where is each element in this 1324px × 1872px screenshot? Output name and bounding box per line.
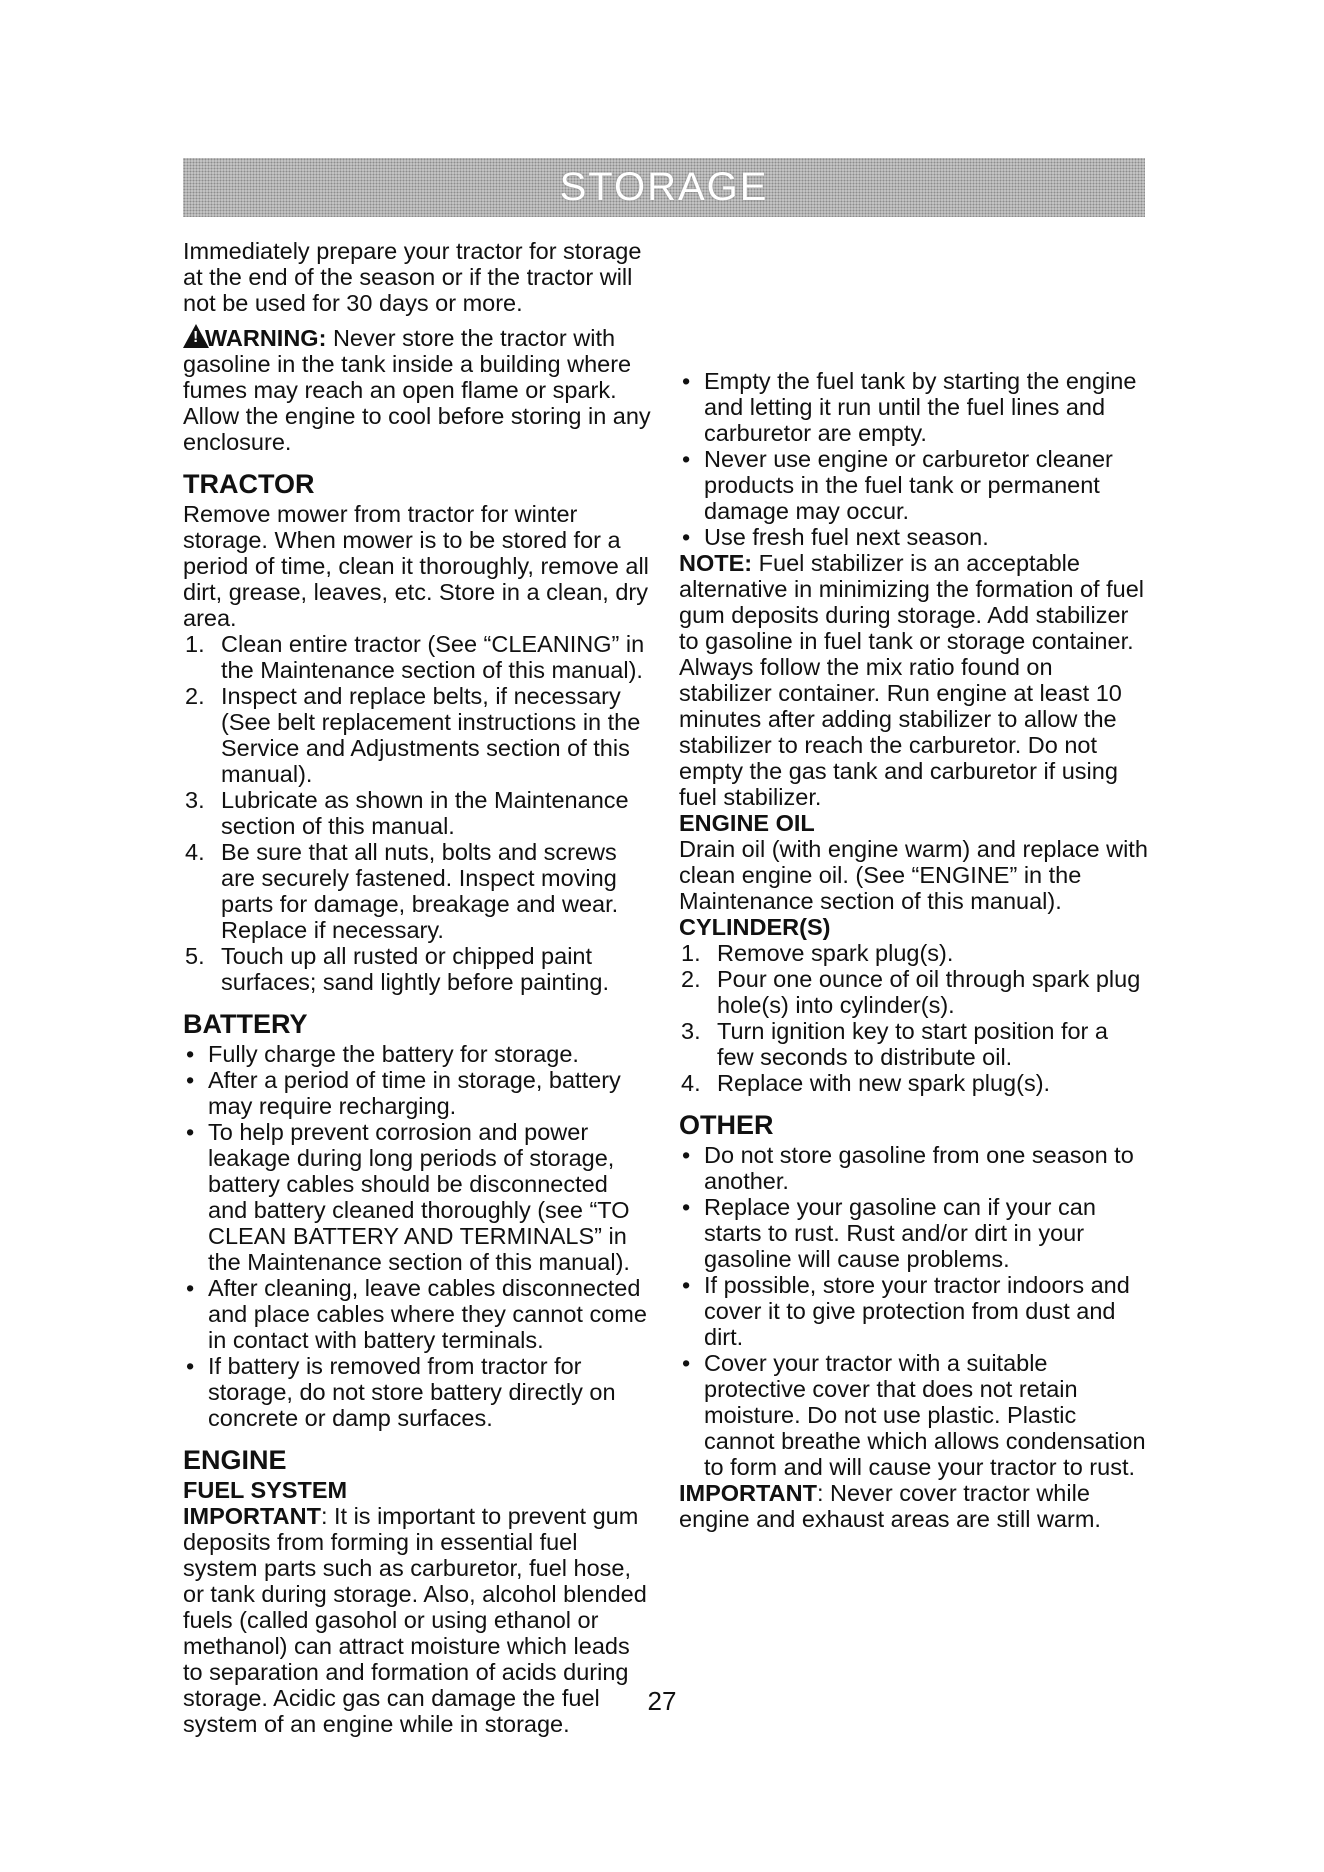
section-banner — [183, 158, 1145, 217]
list-item: 5. Touch up all rusted or chipped paint surfaces; sand lightly before painting. — [185, 943, 609, 995]
warning-triangle-icon — [183, 324, 209, 348]
list-item: 2. Pour one ounce of oil through spark plug hole(s) into cylinder(s). — [681, 966, 1141, 1018]
list-item: • Do not store gasoline from one season to another. — [682, 1142, 1134, 1194]
list-item: 3. Lubricate as shown in the Maintenance section of this manual. — [185, 787, 629, 839]
fuel-important-paragraph: IMPORTANT: It is important to prevent gum deposits from forming in essential fuel system parts such as carburetor, fuel hose, or tank during storage. Also, alcohol blended fuels (called gasohol or using ethanol or methanol) can attract moisture which leads to separation and formation of acids during storage. Acidic gas can damage the fuel system of an engine while in storage. — [183, 1503, 647, 1737]
list-item: • If battery is removed from tractor for storage, do not store battery directly on concrete or damp surfaces. — [186, 1353, 616, 1431]
list-item: • Empty the fuel tank by starting the engine and letting it run until the fuel lines and carburetor are empty. — [682, 368, 1137, 446]
list-item: • After a period of time in storage, battery may require recharging. — [186, 1067, 621, 1119]
note-paragraph: NOTE: Fuel stabilizer is an acceptable alternative in minimizing the formation of fuel gum deposits during storage. Add stabilizer to gasoline in fuel tank or storage container. Always follow the mix ratio found on stabilizer container. Run engine at least 10 minutes after adding stabilizer to allow the stabilizer to reach the carburetor. Do not empty the gas tank and carburetor if using fuel stabilizer. — [679, 550, 1144, 810]
cylinders-heading: CYLINDER(S) — [679, 914, 831, 940]
engine-heading: ENGINE — [183, 1445, 287, 1475]
other-bullets — [679, 1142, 1149, 1480]
list-item: • Use fresh fuel next season. — [682, 524, 989, 550]
tractor-paragraph: Remove mower from tractor for winter storage. When mower is to be stored for a period of time, clean it thoroughly, remove all dirt, grease, leaves, etc. Store in a clean, dry area. — [183, 501, 649, 631]
engine-oil-paragraph: Drain oil (with engine warm) and replace with clean engine oil. (See “ENGINE” in the Maintenance section of this manual). — [679, 836, 1148, 914]
tractor-steps — [183, 631, 653, 995]
other-heading: OTHER — [679, 1110, 774, 1140]
list-item: 3. Turn ignition key to start position for a few seconds to distribute oil. — [681, 1018, 1108, 1070]
battery-bullets — [183, 1041, 653, 1431]
page-number: 27 — [647, 1686, 677, 1716]
engine-oil-heading: ENGINE OIL — [679, 810, 815, 836]
list-item: • Fully charge the battery for storage. — [186, 1041, 579, 1067]
list-item: • If possible, store your tractor indoors and cover it to give protection from dust and dirt. — [682, 1272, 1130, 1350]
warning-text: Never store the tractor with gasoline in the tank inside a building where fumes may reach an open flame or spark. Allow the engine to cool before storing in any enclosure. — [183, 325, 651, 455]
cylinder-steps — [679, 940, 1149, 1096]
list-item: 4. Replace with new spark plug(s). — [681, 1070, 1051, 1096]
list-item: 1. Clean entire tractor (See “CLEANING” in the Maintenance section of this manual). — [185, 631, 645, 683]
list-item: • To help prevent corrosion and power leakage during long periods of storage, battery cables should be disconnected and battery cleaned thoroughly (see “TO CLEAN BATTERY AND TERMINALS” in the Maintenance section of this manual). — [186, 1119, 630, 1275]
list-item: • After cleaning, leave cables disconnected and place cables where they cannot come in contact with battery terminals. — [186, 1275, 647, 1353]
fuel-bullets — [679, 368, 1149, 550]
intro-paragraph: Immediately prepare your tractor for storage at the end of the season or if the tractor will not be used for 30 days or more. — [183, 238, 642, 316]
banner-title: STORAGE — [559, 165, 769, 209]
list-item: 2. Inspect and replace belts, if necessary (See belt replacement instructions in the Service and Adjustments section of this manual). — [185, 683, 641, 787]
list-item: • Cover your tractor with a suitable protective cover that does not retain moisture. Do not use plastic. Plastic cannot breathe which allows condensation to form and will cause your tractor to rust. — [682, 1350, 1146, 1480]
list-item: • Never use engine or carburetor cleaner products in the fuel tank or permanent damage may occur. — [682, 446, 1113, 524]
list-item: • Replace your gasoline can if your can starts to rust. Rust and/or dirt in your gasoline will cause problems. — [682, 1194, 1096, 1272]
list-item: 4. Be sure that all nuts, bolts and screws are securely fastened. Inspect moving parts for damage, breakage and wear. Replace if necessary. — [185, 839, 619, 943]
warning-block — [183, 324, 653, 455]
right-column — [679, 238, 1149, 1532]
list-item: 1. Remove spark plug(s). — [681, 940, 954, 966]
other-important-paragraph: IMPORTANT: Never cover tractor while engine and exhaust areas are still warm. — [679, 1480, 1101, 1532]
fuel-system-heading: FUEL SYSTEM — [183, 1477, 348, 1503]
warning-label: WARNING: — [205, 325, 327, 351]
left-column — [183, 238, 653, 1737]
tractor-heading: TRACTOR — [183, 469, 315, 499]
battery-heading: BATTERY — [183, 1009, 308, 1039]
